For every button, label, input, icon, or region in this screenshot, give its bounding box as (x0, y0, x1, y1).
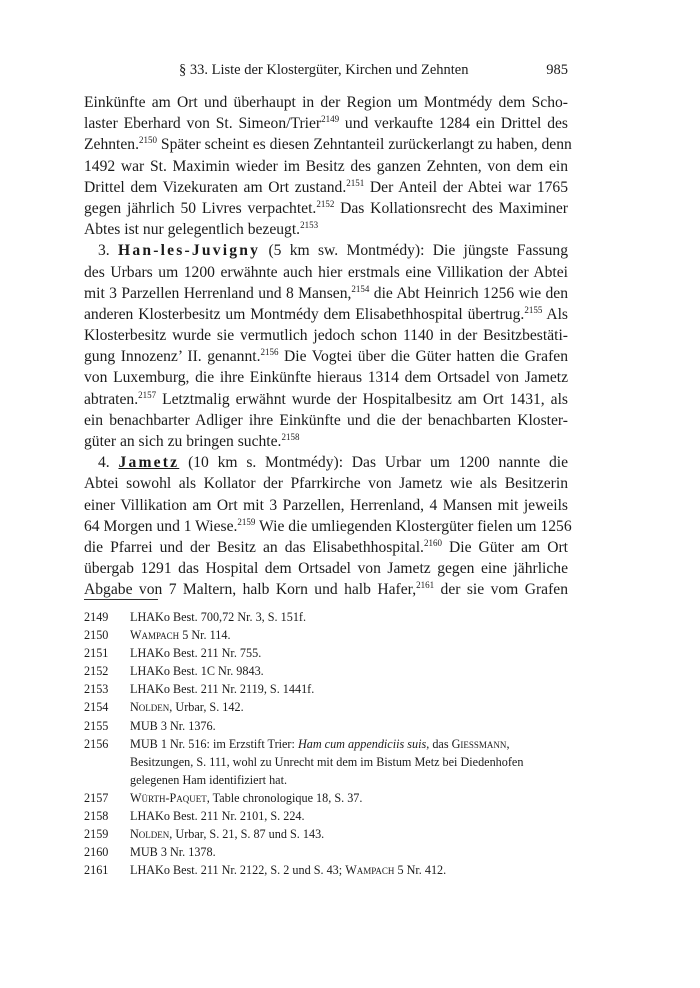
text-line (84, 283, 568, 304)
text-span: (5 km sw. Montmédy): Die jüngste Fassung (260, 242, 568, 260)
text-line (84, 325, 568, 346)
footnote-ref[interactable]: 2151 (346, 177, 365, 188)
text-line (84, 134, 572, 155)
footnote-text: LHAKo Best. 1C Nr. 9843. (130, 664, 264, 679)
item-number: 4. (98, 454, 119, 472)
footnote-number: 2152 (84, 664, 109, 679)
text-span: Abtes ist nur gelegentlich bezeugt. (84, 221, 301, 239)
footnote-ref[interactable]: 2161 (416, 580, 435, 591)
text-span: Die Vogtei über die Güter hatten die Grafen (278, 348, 569, 366)
footnote-text: Ham cum appendiciis suis (297, 736, 427, 751)
text-span: und verkaufte 1284 ein Drittel des (339, 115, 568, 133)
text-span: Einkünfte am Ort und überhaupt in der Region um Montmédy dem Scho- (84, 94, 568, 111)
footnote-ref[interactable]: 2152 (316, 198, 335, 209)
footnote-ref[interactable]: 2153 (300, 220, 319, 231)
footnote-2156 (84, 735, 568, 789)
footnote-number: 2157 (84, 790, 109, 805)
text-line (84, 177, 568, 198)
text-span: Drittel dem Vizekuraten am Ort zustand. (84, 178, 347, 196)
text-span: Das Kollationsrecht des Maximiner (334, 199, 568, 217)
footnote-2154 (84, 698, 568, 716)
footnote-text: MUB 3 Nr. 1376. (130, 718, 216, 733)
footnote-ref[interactable]: 2155 (524, 304, 543, 315)
text-span: Der Anteil der Abtei war 1765 (364, 178, 569, 196)
text-line (84, 198, 568, 219)
text-line (84, 262, 568, 283)
footnote-2161 (84, 861, 568, 879)
text-span: Später scheint es diesen Zehntanteil zurückerlangt zu haben, denn (157, 136, 572, 154)
footnote-text: MUB 3 Nr. 1378. (130, 845, 216, 860)
footnote-2153 (84, 680, 568, 698)
text-span: gegen jährlich 50 Livres verpachtet. (84, 199, 317, 217)
text-line (84, 410, 568, 431)
text-line (84, 579, 568, 600)
footnote-text: , Urbar, S. 21, S. 87 und S. 143. (169, 827, 325, 842)
footnote-2150 (84, 626, 568, 644)
footnote-ref[interactable]: 2149 (321, 114, 340, 125)
text-line (84, 431, 568, 452)
footnote-ref[interactable]: 2160 (423, 537, 442, 548)
footnote-text: Nolden (130, 700, 170, 715)
footnote-number: 2160 (84, 845, 109, 860)
text-span: die Abt Heinrich 1256 wie den (369, 284, 568, 302)
text-span: anderen Klosterbesitz um Montmédy dem Elisabethhospital übertrug. (84, 305, 525, 323)
text-span: Zehnten. (84, 136, 139, 154)
text-line (84, 346, 568, 367)
footnote-text: , Urbar, S. 142. (169, 700, 244, 715)
text-line (84, 473, 568, 494)
text-span: von Luxemburg, die ihre Einkünfte hieraus 1314 dem Ortsadel von Jametz (84, 369, 568, 387)
footnote-text: , Besitzungen, S. 111, wohl zu Unrecht mit dem im Bistum Metz bei Diedenhofen gelegenen Ham identifiziert hat. (130, 736, 524, 787)
text-line (84, 452, 568, 473)
footnote-text: Wampach (345, 863, 395, 878)
footnote-2158 (84, 807, 568, 825)
footnote-2149 (84, 608, 568, 626)
footnote-number: 2154 (84, 700, 109, 715)
footnote-text: MUB 1 Nr. 516: im Erzstift Trier: (130, 736, 298, 751)
footnote-number: 2151 (84, 646, 109, 661)
text-span: güter an sich zu bringen suchte. (84, 433, 282, 450)
text-line (84, 558, 568, 579)
footnote-text: Nolden (130, 827, 170, 842)
text-line (84, 156, 568, 177)
text-span: mit 3 Parzellen Herrenland und 8 Mansen, (84, 284, 352, 302)
text-span: Letztmalig erwähnt wurde der Hospitalbesitz am Ort 1431, als (156, 390, 568, 408)
text-span: ein benachbarter Adliger ihre Einkünfte und die der benachbarten Kloster- (84, 411, 568, 429)
footnote-ref[interactable]: 2158 (281, 432, 300, 442)
text-span: 1492 war St. Maximin wieder im Besitz des ganzen Zehnten, von dem ein (84, 157, 568, 175)
text-span: der sie vom Grafen (434, 581, 569, 599)
footnote-2151 (84, 644, 568, 662)
footnote-text: , Table chronologique 18, S. 37. (206, 790, 363, 805)
text-line (84, 537, 568, 558)
footnote-2160 (84, 843, 568, 861)
place-heading-han-les-juvigny: Han-les-Juvigny (118, 242, 261, 260)
footnote-ref[interactable]: 2154 (351, 283, 370, 294)
footnote-text: LHAKo Best. 211 Nr. 2101, S. 224. (130, 809, 305, 824)
footnote-text: Giessmann (451, 736, 507, 751)
footnote-text: LHAKo Best. 211 Nr. 2119, S. 1441f. (130, 682, 315, 697)
footnote-ref[interactable]: 2159 (237, 516, 256, 527)
text-span: 64 Morgen und 1 Wiese. (84, 517, 238, 535)
text-span: Die Güter am Ort (441, 538, 569, 556)
main-text (84, 92, 572, 601)
footnote-number: 2158 (84, 809, 109, 824)
footnote-ref[interactable]: 2150 (139, 135, 157, 146)
text-span: übergab 1291 das Hospital dem Ortsadel von Jametz gegen eine jährliche (84, 560, 568, 578)
page-number: 985 (546, 62, 568, 78)
text-span: die Pfarrei und der Besitz an das Elisabethhospital. (84, 538, 424, 556)
place-heading-jametz: Jametz (118, 454, 180, 472)
footnote-text: LHAKo Best. 700,72 Nr. 3, S. 151f. (130, 610, 307, 624)
footnote-2155 (84, 717, 568, 735)
text-line (84, 367, 568, 388)
footnotes (84, 608, 568, 879)
text-span: einer Villikation am Ort mit 3 Parzellen, Herrenland, 4 Mansen mit jeweils (84, 496, 568, 514)
text-line (84, 240, 568, 261)
text-line (84, 92, 568, 113)
text-span: (10 km s. Montmédy): Das Urbar um 1200 nannte die (179, 454, 568, 472)
text-span: laster Eberhard von St. Simeon/Trier (84, 115, 322, 133)
footnote-ref[interactable]: 2157 (138, 389, 157, 400)
footnote-2152 (84, 662, 568, 680)
footnote-number: 2149 (84, 610, 109, 624)
text-span: Als (542, 305, 569, 323)
text-span: des Urbars um 1200 erwähnte auch hier erstmals eine Villikation der Abtei (84, 263, 568, 281)
footnote-ref[interactable]: 2156 (260, 347, 279, 358)
footnote-2159 (84, 825, 568, 843)
footnote-number: 2156 (84, 736, 109, 751)
footnote-text: 5 Nr. 412. (394, 863, 447, 878)
text-line (84, 516, 572, 537)
text-line (84, 219, 568, 240)
text-span: Abgabe von 7 Maltern, halb Korn und halb Hafer, (84, 581, 417, 599)
footnote-number: 2161 (84, 863, 109, 878)
footnote-text: , das (426, 736, 452, 751)
text-span: Abtei sowohl als Kollator der Pfarrkirche von Jametz wie als Besitzerin (84, 475, 568, 493)
item-number: 3. (98, 242, 118, 260)
footnote-text: LHAKo Best. 211 Nr. 755. (130, 646, 262, 661)
footnote-text: LHAKo Best. 211 Nr. 2122, S. 2 und S. 43; (130, 863, 346, 878)
footnote-number: 2159 (84, 827, 109, 842)
footnote-text: Wampach (130, 628, 180, 643)
footnote-separator (84, 599, 158, 600)
footnote-2157 (84, 789, 568, 807)
text-line (84, 113, 568, 134)
section-title: § 33. Liste der Klostergüter, Kirchen und Zehnten (179, 62, 469, 78)
text-line (84, 304, 568, 325)
text-span: Wie die umliegenden Klostergüter fielen um 1256 (255, 517, 572, 535)
text-line (84, 389, 568, 410)
text-span: Klosterbesitz wurde sie vermutlich jedoch schon 1140 in der Besitzbestäti- (84, 327, 568, 345)
footnote-text: 5 Nr. 114. (179, 628, 231, 643)
text-line (84, 495, 568, 516)
footnote-number: 2153 (84, 682, 109, 697)
footnote-text: Würth-Paquet (130, 790, 207, 805)
text-span: gung Innozenz’ II. genannt. (84, 348, 261, 366)
text-span: abtraten. (84, 390, 139, 408)
footnote-number: 2150 (84, 628, 109, 643)
footnote-number: 2155 (84, 718, 109, 733)
